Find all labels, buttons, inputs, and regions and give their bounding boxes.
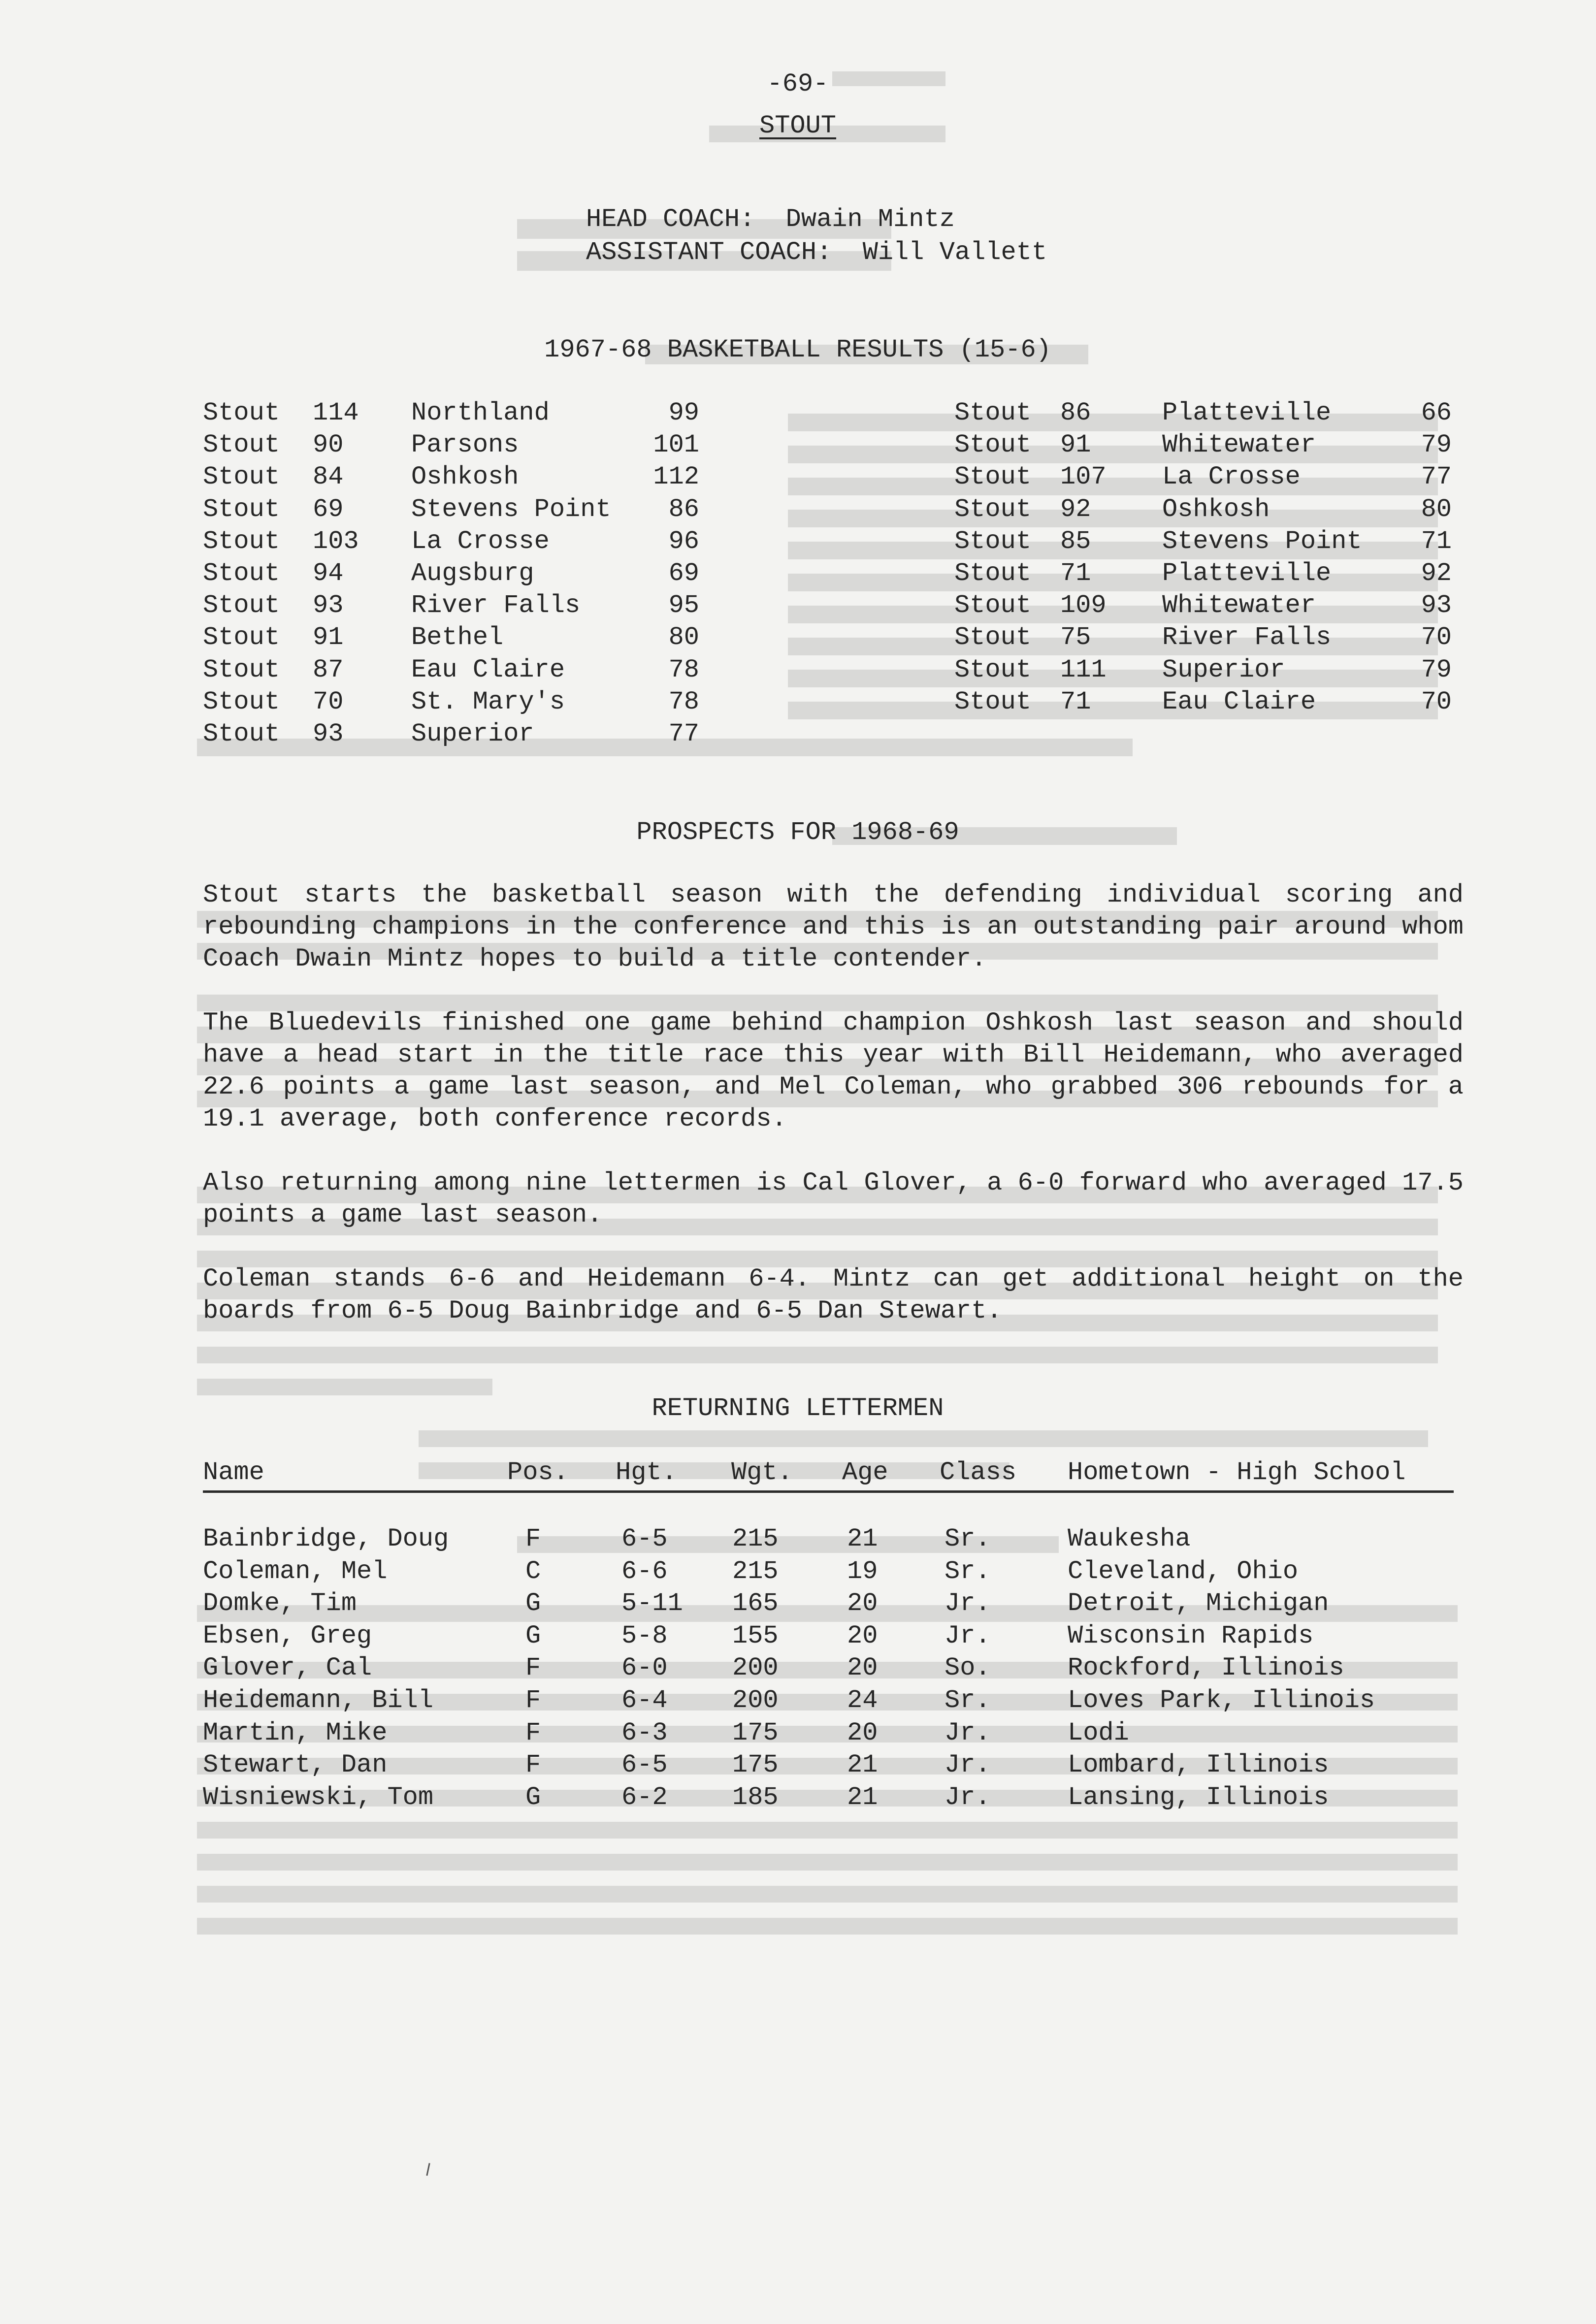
result-opponent: Whitewater xyxy=(1162,430,1316,460)
letterman-class: Jr. xyxy=(945,1621,991,1650)
letterman-age: 20 xyxy=(847,1653,878,1683)
result-opp-score: 78 xyxy=(668,687,699,716)
result-team: Stout xyxy=(203,687,280,716)
stray-mark xyxy=(426,2163,430,2176)
letterman-age: 20 xyxy=(847,1621,878,1650)
result-opponent: La Crosse xyxy=(1162,462,1301,492)
result-opponent: Eau Claire xyxy=(411,655,565,684)
col-header-hgt: Hgt. xyxy=(616,1458,677,1487)
result-team: Stout xyxy=(203,655,280,684)
result-team: Stout xyxy=(203,559,280,588)
letterman-class: Jr. xyxy=(945,1589,991,1618)
letterman-hgt: 5-8 xyxy=(621,1621,668,1650)
letterman-name: Wisniewski, Tom xyxy=(203,1782,434,1812)
letterman-class: Jr. xyxy=(945,1750,991,1780)
letterman-name: Domke, Tim xyxy=(203,1589,357,1618)
letterman-name: Bainbridge, Doug xyxy=(203,1524,449,1553)
head-coach: HEAD COACH: Dwain Mintz xyxy=(586,205,955,234)
result-score: 91 xyxy=(1060,430,1091,460)
prospects-heading: PROSPECTS FOR 1968-69 xyxy=(636,818,959,847)
result-opp-score: 99 xyxy=(668,398,699,427)
letterman-age: 19 xyxy=(847,1556,878,1586)
letterman-name: Martin, Mike xyxy=(203,1718,388,1747)
result-team: Stout xyxy=(954,526,1032,556)
result-opp-score: 92 xyxy=(1421,559,1452,588)
letterman-class: Sr. xyxy=(945,1524,991,1553)
col-header-age: Age xyxy=(842,1458,888,1487)
result-opp-score: 66 xyxy=(1421,398,1452,427)
letterman-hgt: 5-11 xyxy=(621,1589,683,1618)
letterman-hgt: 6-5 xyxy=(621,1524,668,1553)
letterman-hgt: 6-3 xyxy=(621,1718,668,1747)
result-team: Stout xyxy=(954,462,1032,492)
result-score: 85 xyxy=(1060,526,1091,556)
col-header-class: Class xyxy=(940,1458,1017,1487)
result-opponent: Superior xyxy=(1162,655,1285,684)
result-team: Stout xyxy=(203,398,280,427)
result-opponent: St. Mary's xyxy=(411,687,565,716)
letterman-pos: F xyxy=(525,1653,541,1683)
result-score: 111 xyxy=(1060,655,1107,684)
result-opponent: Oshkosh xyxy=(1162,494,1270,524)
letterman-hgt: 6-6 xyxy=(621,1556,668,1586)
result-opponent: Platteville xyxy=(1162,559,1332,588)
result-opp-score: 80 xyxy=(1421,494,1452,524)
result-opp-score: 70 xyxy=(1421,623,1452,652)
result-team: Stout xyxy=(954,623,1032,652)
letterman-pos: F xyxy=(525,1524,541,1553)
letterman-hometown: Rockford, Illinois xyxy=(1068,1653,1344,1683)
letterman-age: 20 xyxy=(847,1589,878,1618)
letterman-age: 21 xyxy=(847,1524,878,1553)
result-score: 93 xyxy=(313,719,344,748)
col-header-name: Name xyxy=(203,1458,264,1487)
result-team: Stout xyxy=(203,430,280,460)
result-score: 94 xyxy=(313,559,344,588)
letterman-hgt: 6-2 xyxy=(621,1782,668,1812)
result-team: Stout xyxy=(954,655,1032,684)
result-team: Stout xyxy=(203,494,280,524)
letterman-wgt: 165 xyxy=(732,1589,779,1618)
letterman-hometown: Waukesha xyxy=(1068,1524,1191,1553)
letterman-hometown: Wisconsin Rapids xyxy=(1068,1621,1314,1650)
letterman-hometown: Lombard, Illinois xyxy=(1068,1750,1329,1780)
letterman-wgt: 175 xyxy=(732,1750,779,1780)
result-opp-score: 101 xyxy=(653,430,699,460)
result-opponent: Superior xyxy=(411,719,534,748)
letterman-hometown: Loves Park, Illinois xyxy=(1068,1686,1375,1715)
result-score: 92 xyxy=(1060,494,1091,524)
letterman-name: Stewart, Dan xyxy=(203,1750,388,1780)
letterman-age: 21 xyxy=(847,1782,878,1812)
result-opp-score: 70 xyxy=(1421,687,1452,716)
result-opponent: Parsons xyxy=(411,430,519,460)
letterman-pos: F xyxy=(525,1718,541,1747)
letterman-wgt: 155 xyxy=(732,1621,779,1650)
result-score: 75 xyxy=(1060,623,1091,652)
paragraph-4: Coleman stands 6-6 and Heidemann 6-4. Mintz can get additional height on the boards from 6-5 Doug Bainbridge and 6-5 Dan Stewart. xyxy=(203,1264,1464,1325)
letterman-pos: G xyxy=(525,1782,541,1812)
header-rule xyxy=(203,1490,1454,1493)
result-opp-score: 112 xyxy=(653,462,699,492)
letterman-class: Jr. xyxy=(945,1782,991,1812)
letterman-hometown: Lansing, Illinois xyxy=(1068,1782,1329,1812)
result-opp-score: 93 xyxy=(1421,591,1452,620)
letterman-hometown: Lodi xyxy=(1068,1718,1129,1747)
letterman-wgt: 175 xyxy=(732,1718,779,1747)
lettermen-heading: RETURNING LETTERMEN xyxy=(651,1394,944,1423)
letterman-pos: F xyxy=(525,1686,541,1715)
letterman-hgt: 6-5 xyxy=(621,1750,668,1780)
col-header-wgt: Wgt. xyxy=(731,1458,793,1487)
letterman-hgt: 6-4 xyxy=(621,1686,668,1715)
result-opp-score: 86 xyxy=(668,494,699,524)
letterman-pos: C xyxy=(525,1556,541,1586)
result-opponent: Augsburg xyxy=(411,559,534,588)
col-header-pos: Pos. xyxy=(507,1458,569,1487)
result-opp-score: 79 xyxy=(1421,430,1452,460)
result-opponent: Eau Claire xyxy=(1162,687,1316,716)
result-opponent: Northland xyxy=(411,398,550,427)
result-opponent: Stevens Point xyxy=(1162,526,1362,556)
result-opponent: River Falls xyxy=(1162,623,1332,652)
result-team: Stout xyxy=(954,398,1032,427)
result-score: 109 xyxy=(1060,591,1107,620)
letterman-hometown: Cleveland, Ohio xyxy=(1068,1556,1299,1586)
letterman-age: 24 xyxy=(847,1686,878,1715)
result-score: 70 xyxy=(313,687,344,716)
result-score: 86 xyxy=(1060,398,1091,427)
result-score: 71 xyxy=(1060,687,1091,716)
result-opp-score: 78 xyxy=(668,655,699,684)
letterman-class: Sr. xyxy=(945,1556,991,1586)
letterman-wgt: 185 xyxy=(732,1782,779,1812)
result-opponent: Whitewater xyxy=(1162,591,1316,620)
result-score: 91 xyxy=(313,623,344,652)
paragraph-2: The Bluedevils finished one game behind champion Oshkosh last season and should have a head start in the title race this year with Bill Heidemann, who averaged 22.6 points a game last season, and Mel Coleman, who grabbed 306 rebounds for a 19.1 average, both conference records. xyxy=(203,1008,1464,1133)
paragraph-3: Also returning among nine lettermen is Cal Glover, a 6-0 forward who averaged 17.5 points a game last season. xyxy=(203,1168,1464,1229)
result-team: Stout xyxy=(954,494,1032,524)
letterman-hgt: 6-0 xyxy=(621,1653,668,1683)
letterman-wgt: 200 xyxy=(732,1686,779,1715)
letterman-wgt: 215 xyxy=(732,1524,779,1553)
result-opponent: Oshkosh xyxy=(411,462,519,492)
letterman-wgt: 200 xyxy=(732,1653,779,1683)
result-score: 114 xyxy=(313,398,359,427)
result-score: 84 xyxy=(313,462,344,492)
result-opp-score: 77 xyxy=(1421,462,1452,492)
result-opponent: La Crosse xyxy=(411,526,550,556)
result-opp-score: 71 xyxy=(1421,526,1452,556)
letterman-name: Coleman, Mel xyxy=(203,1556,388,1586)
result-score: 71 xyxy=(1060,559,1091,588)
letterman-age: 20 xyxy=(847,1718,878,1747)
paragraph-1: Stout starts the basketball season with the defending individual scoring and rebounding champions in the conference and this is an outstanding pair around whom Coach Dwain Mintz hopes to build a title contender. xyxy=(203,880,1464,973)
assistant-coach: ASSISTANT COACH: Will Vallett xyxy=(586,238,1047,267)
letterman-age: 21 xyxy=(847,1750,878,1780)
letterman-class: Jr. xyxy=(945,1718,991,1747)
result-team: Stout xyxy=(203,526,280,556)
results-heading: 1967-68 BASKETBALL RESULTS (15-6) xyxy=(544,335,1051,364)
result-score: 93 xyxy=(313,591,344,620)
result-opp-score: 80 xyxy=(668,623,699,652)
result-opp-score: 69 xyxy=(668,559,699,588)
result-score: 87 xyxy=(313,655,344,684)
result-team: Stout xyxy=(954,559,1032,588)
result-opponent: Bethel xyxy=(411,623,504,652)
col-header-hometown: Hometown - High School xyxy=(1068,1458,1406,1487)
result-team: Stout xyxy=(203,591,280,620)
result-opp-score: 79 xyxy=(1421,655,1452,684)
page-title: STOUT xyxy=(759,111,837,140)
result-score: 69 xyxy=(313,494,344,524)
result-opp-score: 95 xyxy=(668,591,699,620)
result-team: Stout xyxy=(954,687,1032,716)
letterman-class: Sr. xyxy=(945,1686,991,1715)
letterman-class: So. xyxy=(945,1653,991,1683)
letterman-pos: G xyxy=(525,1589,541,1618)
result-opp-score: 96 xyxy=(668,526,699,556)
result-score: 90 xyxy=(313,430,344,460)
letterman-name: Ebsen, Greg xyxy=(203,1621,372,1650)
result-team: Stout xyxy=(203,719,280,748)
result-team: Stout xyxy=(203,462,280,492)
result-opponent: River Falls xyxy=(411,591,581,620)
result-score: 107 xyxy=(1060,462,1107,492)
letterman-name: Heidemann, Bill xyxy=(203,1686,434,1715)
letterman-pos: G xyxy=(525,1621,541,1650)
result-score: 103 xyxy=(313,526,359,556)
result-opp-score: 77 xyxy=(668,719,699,748)
letterman-pos: F xyxy=(525,1750,541,1780)
page-number: -69- xyxy=(767,69,829,98)
letterman-hometown: Detroit, Michigan xyxy=(1068,1589,1329,1618)
result-team: Stout xyxy=(954,430,1032,460)
result-team: Stout xyxy=(954,591,1032,620)
letterman-wgt: 215 xyxy=(732,1556,779,1586)
result-opponent: Platteville xyxy=(1162,398,1332,427)
letterman-name: Glover, Cal xyxy=(203,1653,372,1683)
result-team: Stout xyxy=(203,623,280,652)
result-opponent: Stevens Point xyxy=(411,494,611,524)
